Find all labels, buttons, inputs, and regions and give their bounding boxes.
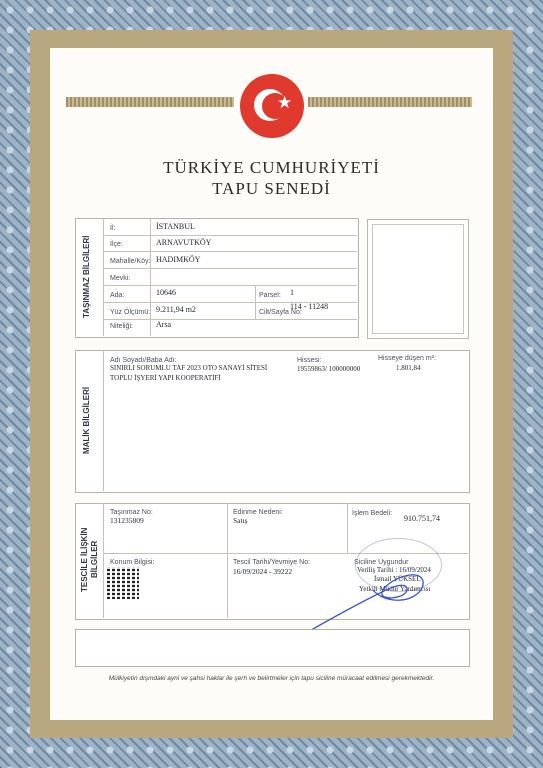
islem-value: 910.751,74: [404, 514, 440, 523]
niteligi-value: Arsa: [156, 320, 172, 329]
tescil-tarihi-label: Tescil Tarihi/Yevmiye No:: [233, 559, 311, 566]
niteligi-label: Niteliği:: [110, 323, 133, 330]
ornament-band-right: [308, 97, 472, 107]
sicil-line2: Veriliş Tarihi : 16/09/2024: [357, 566, 431, 574]
mevki-label: Mevki:: [110, 275, 131, 282]
il-label: İl:: [110, 225, 116, 232]
photo-placeholder: [367, 219, 469, 339]
hissesi-value: 19559863/ 100000000: [297, 365, 361, 373]
yuzolcumu-label: Yüz Ölçümü:: [110, 309, 151, 316]
tescil-section-label-2: BİLGİLER: [90, 540, 99, 579]
ada-label: Ada:: [110, 292, 125, 299]
tasinmaz-no-value: 131235809: [110, 516, 144, 525]
hissesi-label: Hissesi:: [297, 357, 322, 364]
konum-label: Konum Bilgisi:: [110, 559, 155, 566]
edinme-label: Edinme Nedeni:: [233, 509, 283, 516]
mahalle-value: HADIMKÖY: [156, 255, 201, 264]
mahalle-label: Mahalle/Köy:: [110, 258, 151, 265]
malik-adi-line1: SINIRLI SORUMLU TAF 2023 OTO SANAYİ SİTESİ: [110, 364, 268, 372]
ada-value: 10646: [156, 288, 176, 297]
hisse-m2-label: Hisseye düşen m²:: [378, 355, 436, 362]
malik-adi-label: Adı Soyadı/Baba Adı:: [110, 357, 177, 364]
tasinmaz-section-label: TAŞINMAZ BİLGİLERİ: [82, 235, 91, 319]
notes-box: [75, 629, 470, 667]
tasinmaz-no-label: Taşınmaz No:: [110, 509, 153, 516]
malik-adi-line2: TOPLU İŞYERİ YAPI KOOPERATİFİ: [110, 374, 221, 382]
tescil-tarihi-value: 16/09/2024 - 39222: [233, 567, 293, 576]
hisse-m2-value: 1.801,84: [396, 364, 421, 372]
tescil-section-label-1: TESCİLE İLİŞKİN: [80, 527, 89, 592]
document-title-line2: TAPU SENEDİ: [212, 179, 331, 198]
il-value: İSTANBUL: [156, 222, 195, 231]
parsel-value: 1: [290, 288, 294, 297]
ilce-label: İlçe:: [110, 241, 123, 248]
sicil-line4: Yetkili Müdür Yardımcısı: [359, 585, 431, 593]
edinme-value: Satış: [233, 516, 248, 525]
ilce-value: ARNAVUTKÖY: [156, 238, 212, 247]
qr-code-icon[interactable]: [107, 567, 139, 599]
ornament-band-left: [66, 97, 234, 107]
yuzolcumu-value: 9.211,94 m2: [156, 305, 196, 314]
sicil-line1: Siciline Uygundur: [354, 559, 409, 566]
sicil-line3: İsmail YÜKSEL: [374, 575, 421, 583]
parsel-label: Parsel:: [259, 292, 281, 299]
cilt-label: Cilt/Sayfa No:: [259, 309, 302, 316]
document-title-line1: TÜRKİYE CUMHURİYETİ: [163, 158, 380, 177]
turkish-flag-emblem-icon: ★: [240, 74, 304, 138]
islem-label: İşlem Bedeli:: [352, 510, 393, 517]
cilt-value: 114 - 11248: [290, 302, 329, 311]
footer-note: Mülkiyetin dışındaki ayni ve şahsi haklar ile şerh ve belirtmeler için tapu siciline müracaat edilmesi gerekmektedir.: [108, 675, 435, 682]
malik-section-label: MALİK BİLGİLERİ: [82, 386, 91, 454]
